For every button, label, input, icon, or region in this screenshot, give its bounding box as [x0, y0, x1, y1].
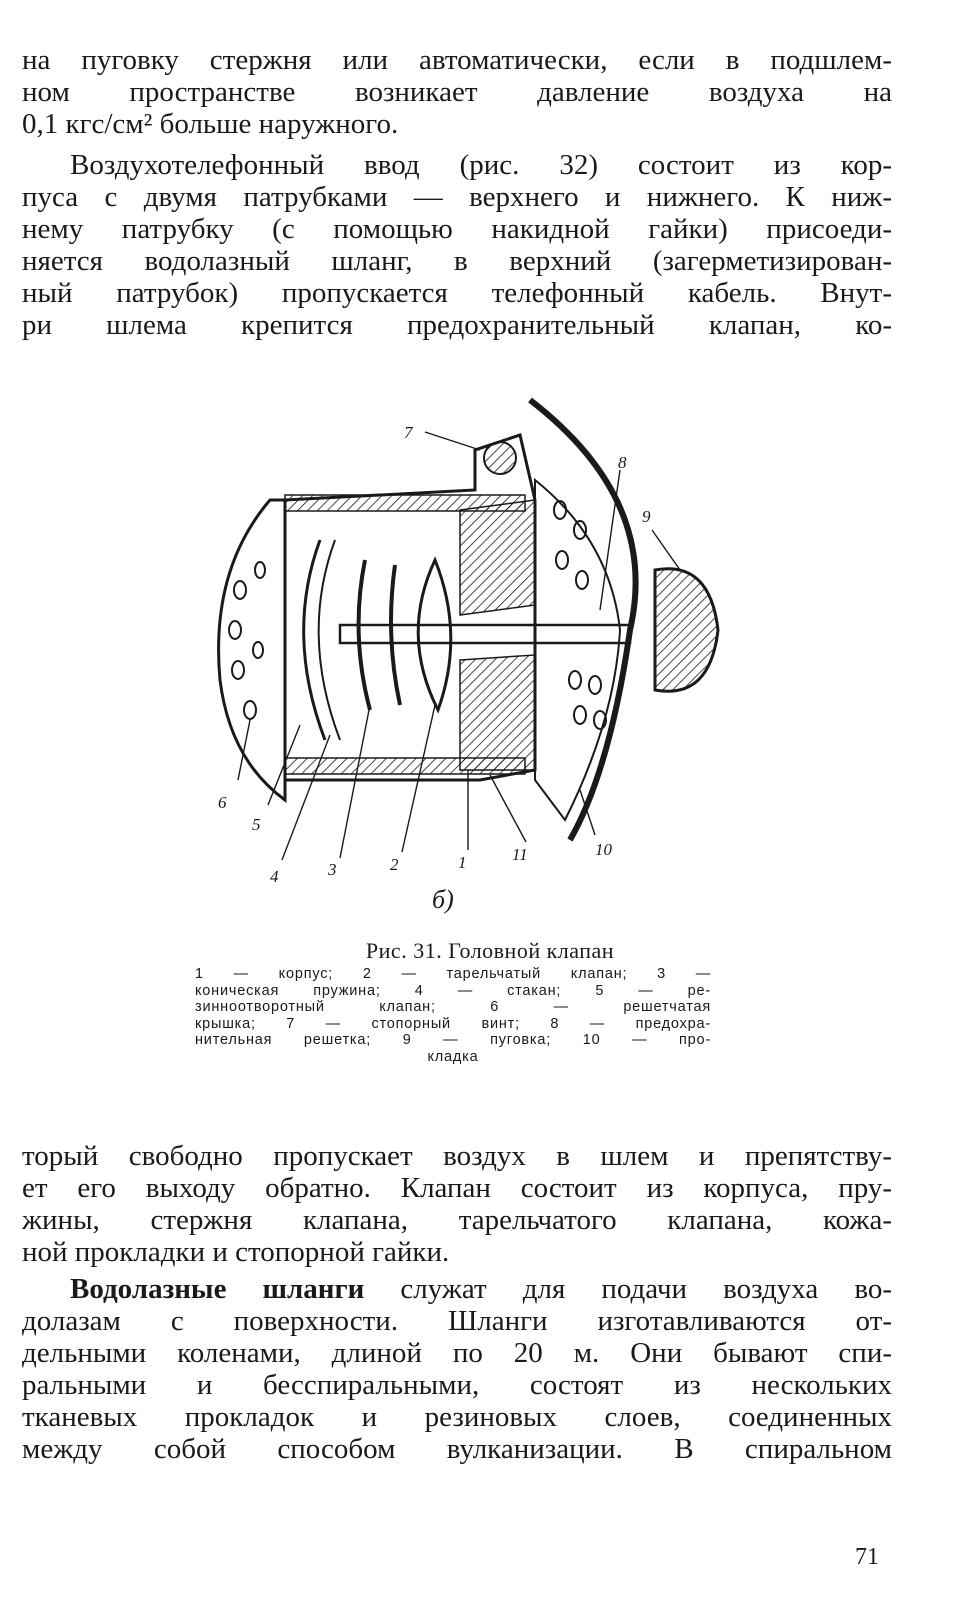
valve-stem [340, 625, 630, 643]
bold-term: Водолазные шланги [70, 1273, 365, 1305]
label-5: 5 [252, 815, 261, 834]
grate-cover-outline [219, 500, 285, 800]
text-line: дельными коленами, длиной по 20 м. Они бывают спи- [22, 1337, 892, 1369]
label-10: 10 [595, 840, 612, 859]
caption-line: зинноотворотный клапан; 6 — решетчатая [195, 999, 711, 1015]
text-line: нему патрубку (с помощью накидной гайки) присоеди- [22, 213, 892, 245]
text-line: между собой способом вулканизации. В спиральном [22, 1433, 892, 1465]
label-3: 3 [328, 860, 337, 879]
text-line: ет его выходу обратно. Клапан состоит из корпуса, пру- [22, 1172, 892, 1204]
valve-drawing [190, 380, 750, 920]
label-6: 6 [218, 793, 227, 812]
text-line: 0,1 кгс/см² больше наружного. [22, 108, 399, 140]
disc-valve [418, 560, 451, 710]
label-1: 1 [458, 853, 467, 872]
label-9: 9 [642, 507, 651, 526]
text-line: на пуговку стержня или автоматически, если в подшлем- [22, 44, 892, 76]
text-line: ный патрубок) пропускается телефонный кабель. Внут- [22, 277, 892, 309]
text-line: пуса с двумя патрубками — верхнего и нижнего. К ниж- [22, 181, 892, 213]
text-line: торый свободно пропускает воздух в шлем и препятству- [22, 1140, 892, 1172]
set-screw [484, 442, 516, 474]
text-line [22, 1273, 892, 1305]
caption-line: кладка [427, 1048, 479, 1065]
text-line: долазам с поверхности. Шланги изготавливаются от- [22, 1305, 892, 1337]
label-2: 2 [390, 855, 399, 874]
text-line: няется водолазный шланг, в верхний (загерметизирован- [22, 245, 892, 277]
label-8: 8 [618, 453, 627, 472]
grille-holes [554, 501, 606, 729]
text-fragment: служат для подачи воздуха во- [364, 1273, 892, 1305]
caption-line: нительная решетка; 9 — пуговка; 10 — про- [195, 1032, 711, 1048]
figure-caption-legend [195, 966, 711, 1065]
figure-caption-title: Рис. 31. Головной клапан [365, 938, 615, 963]
label-11: 11 [512, 845, 528, 864]
text-line: ральными и бесспиральными, состоят из нескольких [22, 1369, 892, 1401]
text-line: жины, стержня клапана, тарельчатого клапана, кожа- [22, 1204, 892, 1236]
body-upper-block [460, 500, 535, 615]
paragraph-2 [22, 149, 892, 341]
text-line: ри шлема крепится предохранительный клапан, ко- [22, 309, 892, 341]
text-line: Воздухотелефонный ввод (рис. 32) состоит из кор- [70, 149, 892, 181]
text-line: ном пространстве возникает давление воздуха на [22, 76, 892, 108]
push-button [655, 569, 718, 692]
caption-line: коническая пружина; 4 — стакан; 5 — ре- [195, 982, 711, 999]
paragraph-3 [22, 1140, 892, 1268]
text-line: тканевых прокладок и резиновых слоев, соединенных [22, 1401, 892, 1433]
body-lower-block [460, 655, 535, 770]
paragraph-1 [22, 44, 892, 140]
text-line: ной прокладки и стопорной гайки. [22, 1236, 450, 1268]
safety-grille [535, 480, 620, 820]
caption-line: 1 — корпус; 2 — тарельчатый клапан; 3 — [195, 966, 711, 982]
page-number: 71 [855, 1544, 879, 1570]
cup [304, 540, 325, 740]
label-4: 4 [270, 867, 279, 886]
paragraph-4 [22, 1273, 892, 1465]
label-7: 7 [404, 423, 413, 442]
conical-spring [359, 560, 370, 710]
caption-line: крышка; 7 — стопорный винт; 8 — предохра- [195, 1015, 711, 1032]
valve-cross-section-figure [190, 380, 750, 920]
grate-holes [229, 562, 265, 719]
figure-sub-label: б) [432, 885, 454, 914]
